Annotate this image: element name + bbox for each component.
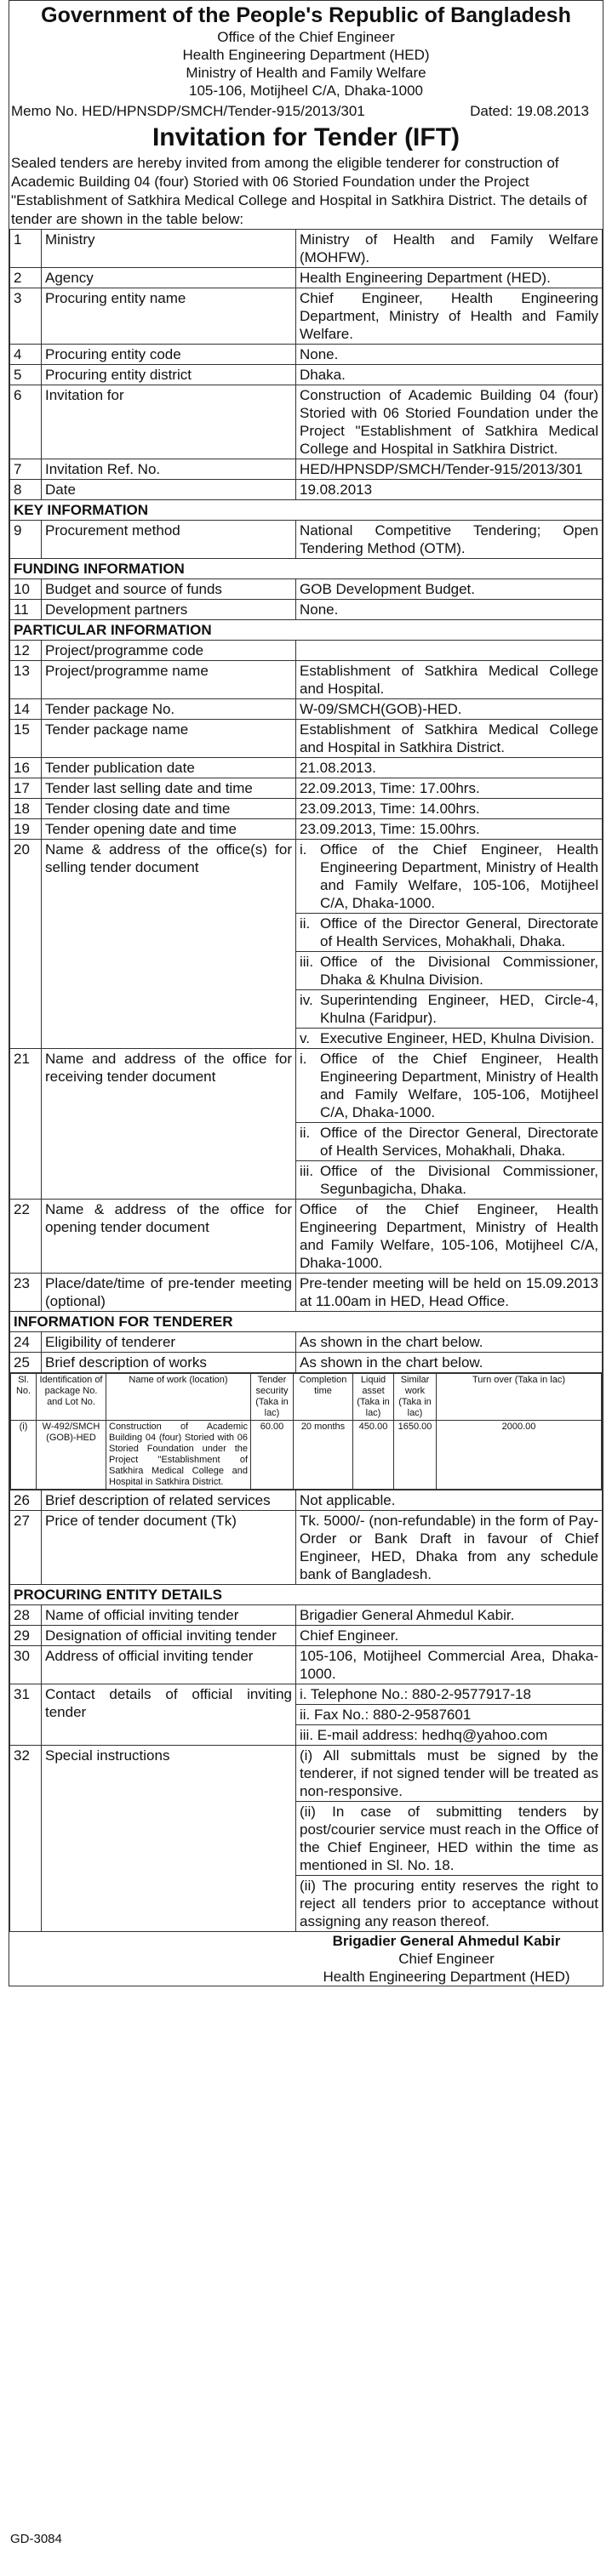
table-row [10,1274,603,1312]
table-row [10,1200,603,1274]
row-number: 24 [10,1332,42,1353]
signatory-department: Health Engineering Department (HED) [323,1969,570,1985]
row-label: Tender last selling date and time [42,778,296,799]
row-label: Designation of official inviting tender [42,1626,296,1646]
row-label: Name and address of the office for receiving tender document [42,1049,296,1200]
column-header: Turn over (Taka in lac) [437,1374,602,1421]
receiving-offices-list [296,1049,602,1199]
column-header: Identification of package No. and Lot No. [37,1374,106,1421]
selling-offices-cell [296,840,603,1049]
row-label: Invitation Ref. No. [42,459,296,480]
section-heading: FUNDING INFORMATION [10,559,603,579]
column-header: Sl. No. [11,1374,37,1421]
list-item [296,1802,602,1876]
works-header-row [11,1374,602,1421]
item-roman: ii. [300,915,311,932]
row-label: Price of tender document (Tk) [42,1511,296,1585]
row-value: Ministry of Health and Family Welfare (MOHFW). [296,230,603,268]
table-row [10,600,603,620]
table-row [10,459,603,480]
email-address: iii. E-mail address: hedhq@yahoo.com [296,1725,602,1746]
row-label: Tender publication date [42,758,296,778]
section-heading: PARTICULAR INFORMATION [10,620,603,641]
row-number: 2 [10,268,42,288]
row-number: 21 [10,1049,42,1200]
row-number: 7 [10,459,42,480]
row-label: Eligibility of tenderer [42,1332,296,1353]
works-chart-row [10,1373,603,1490]
item-roman: i. [300,1051,307,1067]
item-roman: i. [300,841,307,858]
row-number: 22 [10,1200,42,1274]
row-number: 10 [10,579,42,600]
table-row [10,661,603,699]
row-label: Contact details of official inviting tender [42,1684,296,1746]
table-row [10,385,603,459]
section-heading-row [10,620,603,641]
row-label: Brief description of related services [42,1490,296,1511]
row-number: 20 [10,840,42,1049]
works-data-row [11,1421,602,1490]
row-number: 28 [10,1605,42,1626]
table-row [10,1049,603,1200]
row-label: Invitation for [42,385,296,459]
row-label: Name & address of the office for opening tender document [42,1200,296,1274]
table-cell: W-492/SMCH (GOB)-HED [37,1421,106,1490]
row-number: 27 [10,1511,42,1585]
instruction-text: (i) All submittals must be signed by the tenderer, if not signed tender will be treated as non-responsive. [296,1746,602,1802]
row-label: Date [42,480,296,500]
row-label: Procuring entity code [42,345,296,365]
row-label: Tender closing date and time [42,799,296,819]
row-number: 12 [10,641,42,661]
row-value: 19.08.2013 [296,480,603,500]
table-row [10,1353,603,1373]
table-row [10,365,603,385]
row-label: Brief description of works [42,1353,296,1373]
list-item [296,1029,602,1049]
section-heading: PROCURING ENTITY DETAILS [10,1585,603,1605]
item-roman: v. [300,1030,310,1046]
row-number: 1 [10,230,42,268]
row-value: Chief Engineer, Health Engineering Department, Ministry of Health and Family Welfare. [296,288,603,345]
table-row [10,699,603,720]
list-item [296,1876,602,1932]
receiving-offices-cell [296,1049,603,1200]
row-label: Place/date/time of pre-tender meeting (optional) [42,1274,296,1312]
row-label: Procurement method [42,521,296,559]
row-value: Chief Engineer. [296,1626,603,1646]
row-number: 30 [10,1646,42,1684]
list-item [296,1746,602,1802]
table-cell: 20 months [294,1421,353,1490]
item-text: Office of the Chief Engineer, Health Engineering Department, Ministry of Health and Family Welfare, 105-106, Motijheel C/A, Dhaka-1000. [320,841,598,911]
row-label: Project/programme name [42,661,296,699]
row-label: Ministry [42,230,296,268]
tender-details-table [9,229,603,1932]
table-row [10,1605,603,1626]
row-value: Office of the Chief Engineer, Health Engineering Department, Ministry of Health and Family Welfare, 105-106, Motijheel C/A, Dhaka-1000. [296,1200,603,1274]
row-value [296,641,603,661]
table-row [10,1490,603,1511]
row-value: 21.08.2013. [296,758,603,778]
row-number: 6 [10,385,42,459]
row-number: 17 [10,778,42,799]
row-value: National Competitive Tendering; Open Tendering Method (OTM). [296,521,603,559]
list-item [296,1049,602,1123]
row-value: W-09/SMCH(GOB)-HED. [296,699,603,720]
row-value: None. [296,600,603,620]
row-label: Special instructions [42,1746,296,1932]
row-label: Address of official inviting tender [42,1646,296,1684]
table-row [10,1511,603,1585]
item-text: Office of the Divisional Commissioner, Dhaka & Khulna Division. [320,954,598,988]
section-heading-row [10,1585,603,1605]
row-label: Development partners [42,600,296,620]
column-header: Liquid asset (Taka in lac) [353,1374,394,1421]
table-row [10,720,603,758]
column-header: Similar work (Taka in lac) [394,1374,437,1421]
table-row [10,521,603,559]
table-cell: 450.00 [353,1421,394,1490]
row-number: 13 [10,661,42,699]
row-label: Procuring entity name [42,288,296,345]
row-number: 4 [10,345,42,365]
contact-details-cell [296,1684,603,1746]
list-item [296,1725,602,1746]
row-value: 23.09.2013, Time: 14.00hrs. [296,799,603,819]
row-value: HED/HPNSDP/SMCH/Tender-915/2013/301 [296,459,603,480]
notice-frame [9,0,603,1986]
table-row [10,819,603,840]
column-header: Completion time [294,1374,353,1421]
table-row [10,799,603,819]
table-cell: 1650.00 [394,1421,437,1490]
list-item [296,914,602,952]
row-value: 105-106, Motijheel Commercial Area, Dhaka-1000. [296,1646,603,1684]
column-header: Name of work (location) [106,1374,251,1421]
table-row [10,1646,603,1684]
table-row [10,288,603,345]
row-label: Project/programme code [42,641,296,661]
row-number: 32 [10,1746,42,1932]
government-title: Government of the People's Republic of Bangladesh [41,3,571,27]
row-label: Procuring entity district [42,365,296,385]
row-label: Budget and source of funds [42,579,296,600]
table-cell: 2000.00 [437,1421,602,1490]
item-text: Executive Engineer, HED, Khulna Division. [320,1030,595,1046]
table-cell: 60.00 [251,1421,294,1490]
row-number: 23 [10,1274,42,1312]
row-label: Tender opening date and time [42,819,296,840]
row-value: Tk. 5000/- (non-refundable) in the form of Pay-Order or Bank Draft in favour of Chief Engineer, HED, Dhaka from any schedule bank of Bangladesh. [296,1511,603,1585]
item-text: Office of the Divisional Commissioner, Segunbagicha, Dhaka. [320,1163,598,1197]
row-value: 22.09.2013, Time: 17.00hrs. [296,778,603,799]
row-label: Tender package No. [42,699,296,720]
row-value: Dhaka. [296,365,603,385]
department-name: Health Engineering Department (HED) [182,47,430,63]
table-row [10,1684,603,1746]
table-row [10,579,603,600]
item-roman: ii. [300,1125,311,1141]
column-header: Tender security (Taka in lac) [251,1374,294,1421]
row-number: 15 [10,720,42,758]
list-item [296,1705,602,1725]
list-item [296,990,602,1029]
selling-offices-list [296,840,602,1048]
row-value: GOB Development Budget. [296,579,603,600]
telephone-number: i. Telephone No.: 880-2-9577917-18 [296,1684,602,1705]
row-value: As shown in the chart below. [296,1353,603,1373]
special-instructions-cell [296,1746,603,1932]
memo-line [9,100,603,122]
memo-date: Dated: 19.08.2013 [470,103,589,119]
office-name: Office of the Chief Engineer [217,29,395,45]
table-row [10,1332,603,1353]
row-value: Establishment of Satkhira Medical College and Hospital in Satkhira District. [296,720,603,758]
item-roman: iv. [300,992,313,1008]
row-number: 29 [10,1626,42,1646]
row-number: 18 [10,799,42,819]
works-chart [10,1373,602,1490]
row-number: 11 [10,600,42,620]
table-row [10,480,603,500]
contact-details-list [296,1684,602,1745]
row-number: 3 [10,288,42,345]
signature-block [9,1932,603,1986]
row-value: As shown in the chart below. [296,1332,603,1353]
table-row [10,1626,603,1646]
memo-number: Memo No. HED/HPNSDP/SMCH/Tender-915/2013/301 [11,103,365,119]
table-cell: (i) [11,1421,37,1490]
table-row [10,758,603,778]
row-number: 26 [10,1490,42,1511]
row-value: Health Engineering Department (HED). [296,268,603,288]
signatory-name: Brigadier General Ahmedul Kabir [332,1933,561,1949]
row-number: 14 [10,699,42,720]
row-number: 25 [10,1353,42,1373]
section-heading: INFORMATION FOR TENDERER [10,1312,603,1332]
special-instructions-list [296,1746,602,1931]
list-item [296,1684,602,1705]
row-value: Pre-tender meeting will be held on 15.09.2013 at 11.00am in HED, Head Office. [296,1274,603,1312]
office-address: 105-106, Motijheel C/A, Dhaka-1000 [189,83,423,99]
row-value: Establishment of Satkhira Medical College and Hospital. [296,661,603,699]
table-row [10,1746,603,1932]
table-row [10,641,603,661]
table-row [10,268,603,288]
item-roman: iii. [300,1163,314,1179]
row-value: Construction of Academic Building 04 (four) Storied with 06 Storied Foundation under the Project "Establishment of Satkhira Medical College and Hospital in Satkhira District. [296,385,603,459]
row-label: Name & address of the office(s) for selling tender document [42,840,296,1049]
row-value: 23.09.2013, Time: 15.00hrs. [296,819,603,840]
item-roman: iii. [300,954,314,970]
row-number: 31 [10,1684,42,1746]
document-title: Invitation for Tender (IFT) [152,123,460,151]
item-text: Office of the Director General, Directorate of Health Services, Mohakhali, Dhaka. [320,915,598,949]
instruction-text: (ii) The procuring entity reserves the right to reject all tenders prior to acceptance without assigning any reason thereof. [296,1876,602,1932]
intro-paragraph: Sealed tenders are hereby invited from among the eligible tenderer for construction of Academic Building 04 (four) Storied with 06 Storied Foundation under the Project "Establishment of Satkhira Medical College and Hospital in Satkhira District. The details of tender are shown in the table below: [11,155,587,227]
table-row [10,345,603,365]
section-heading-row [10,1312,603,1332]
section-heading-row [10,500,603,521]
table-row [10,778,603,799]
table-row [10,230,603,268]
row-number: 8 [10,480,42,500]
list-item [296,1161,602,1200]
row-number: 5 [10,365,42,385]
row-value: None. [296,345,603,365]
section-heading: KEY INFORMATION [10,500,603,521]
item-text: Office of the Director General, Directorate of Health Services, Mohakhali, Dhaka. [320,1125,598,1159]
row-number: 16 [10,758,42,778]
item-text: Office of the Chief Engineer, Health Engineering Department, Ministry of Health and Family Welfare, 105-106, Motijheel C/A, Dhaka-1000. [320,1051,598,1120]
list-item [296,1123,602,1161]
footer-code: GD-3084 [10,2532,62,2546]
table-cell: Construction of Academic Building 04 (four) Storied with 06 Storied Foundation under the Project "Establishment of Satkhira Medical College and Hospital in Satkhira District. [106,1421,251,1490]
fax-number: ii. Fax No.: 880-2-9587601 [296,1705,602,1725]
row-label: Agency [42,268,296,288]
item-text: Superintending Engineer, HED, Circle-4, Khulna (Faridpur). [320,992,598,1026]
list-item [296,840,602,914]
row-number: 19 [10,819,42,840]
row-number: 9 [10,521,42,559]
row-value: Brigadier General Ahmedul Kabir. [296,1605,603,1626]
works-chart-cell [10,1373,603,1490]
list-item [296,952,602,990]
section-heading-row [10,559,603,579]
row-value: Not applicable. [296,1490,603,1511]
row-label: Name of official inviting tender [42,1605,296,1626]
signatory-title: Chief Engineer [398,1951,495,1967]
row-label: Tender package name [42,720,296,758]
ministry-name: Ministry of Health and Family Welfare [186,65,426,81]
letterhead [9,3,603,100]
table-row [10,840,603,1049]
instruction-text: (ii) In case of submitting tenders by post/courier service must reach in the Office of the Chief Engineer, HED within the time as mentioned in Sl. No. 18. [296,1802,602,1876]
